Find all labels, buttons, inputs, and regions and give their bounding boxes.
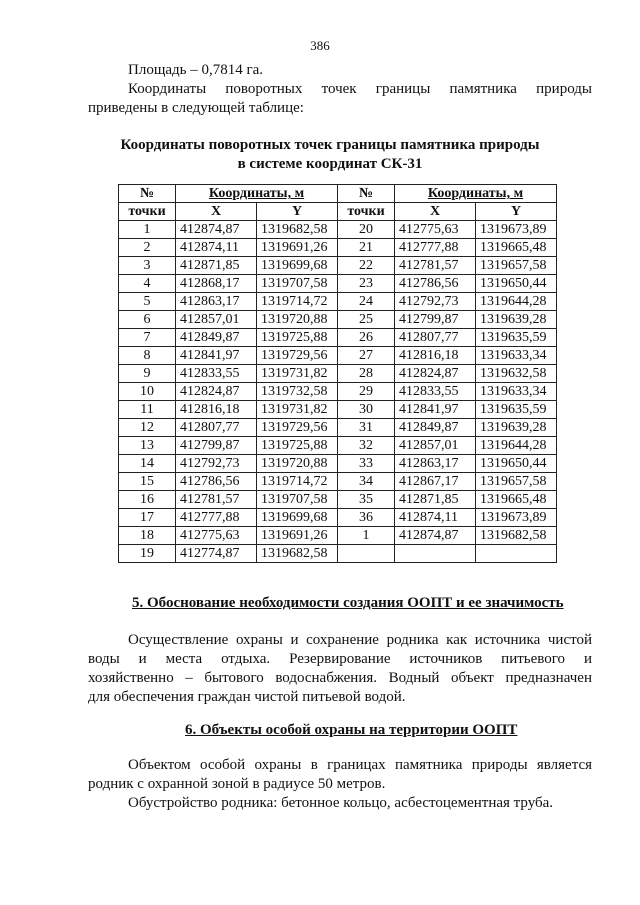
- y-value: 1319714,72: [257, 473, 338, 491]
- intro-line-2: приведены в следующей таблице:: [88, 100, 304, 116]
- y-value: 1319673,89: [476, 221, 557, 239]
- table-body: [119, 221, 557, 563]
- y-value: 1319732,58: [257, 383, 338, 401]
- point-number: 28: [338, 365, 395, 383]
- x-value: 412824,87: [395, 365, 476, 383]
- point-number: 20: [338, 221, 395, 239]
- table-title-line-2: в системе координат СК-31: [237, 156, 423, 172]
- point-number: 32: [338, 437, 395, 455]
- num-subheader: точки: [119, 203, 176, 221]
- y-value: 1319720,88: [257, 311, 338, 329]
- table-row: [119, 293, 557, 311]
- x-value: 412807,77: [176, 419, 257, 437]
- x-value: 412807,77: [395, 329, 476, 347]
- point-number: 18: [119, 527, 176, 545]
- x-value: 412874,11: [395, 509, 476, 527]
- x-value: 412857,01: [176, 311, 257, 329]
- y-value: 1319650,44: [476, 275, 557, 293]
- x-value: 412833,55: [176, 365, 257, 383]
- num-header: №: [119, 185, 176, 203]
- table-row: [119, 455, 557, 473]
- section-5-line-4: для обеспечения граждан чистой питьевой водой.: [88, 689, 406, 705]
- y-value: 1319665,48: [476, 491, 557, 509]
- point-number: 6: [119, 311, 176, 329]
- x-value: 412816,18: [176, 401, 257, 419]
- table-row: [119, 473, 557, 491]
- point-number: 7: [119, 329, 176, 347]
- y-header: Y: [257, 203, 338, 221]
- point-number: 19: [119, 545, 176, 563]
- y-value: 1319635,59: [476, 329, 557, 347]
- intro-line-1: Координаты поворотных точек границы памятника природы: [128, 81, 592, 97]
- table-row: [119, 437, 557, 455]
- x-value: 412777,88: [395, 239, 476, 257]
- point-number: 24: [338, 293, 395, 311]
- y-header: Y: [476, 203, 557, 221]
- page-number: 386: [310, 38, 330, 53]
- x-value: 412863,17: [176, 293, 257, 311]
- section-5-line-3: хозяйственно – бытового водоснабжения. Водный объект предназначен: [88, 670, 592, 686]
- point-number: 35: [338, 491, 395, 509]
- y-value: 1319725,88: [257, 437, 338, 455]
- table-row: [119, 419, 557, 437]
- table-row: [119, 275, 557, 293]
- table-row: [119, 347, 557, 365]
- y-value: 1319699,68: [257, 257, 338, 275]
- point-number: 29: [338, 383, 395, 401]
- y-value: 1319633,34: [476, 383, 557, 401]
- table-subheader-row: [119, 203, 557, 221]
- x-value: 412799,87: [395, 311, 476, 329]
- y-value: 1319699,68: [257, 509, 338, 527]
- x-value: 412849,87: [395, 419, 476, 437]
- table-row: [119, 401, 557, 419]
- point-number: 17: [119, 509, 176, 527]
- y-value: 1319682,58: [257, 545, 338, 563]
- table-row: [119, 545, 557, 563]
- y-value: 1319650,44: [476, 455, 557, 473]
- y-value: [476, 545, 557, 563]
- point-number: 27: [338, 347, 395, 365]
- point-number: 34: [338, 473, 395, 491]
- section-6-line-1: Объектом особой охраны в границах памятника природы является: [128, 757, 592, 773]
- y-value: 1319725,88: [257, 329, 338, 347]
- y-value: 1319632,58: [476, 365, 557, 383]
- y-value: 1319691,26: [257, 527, 338, 545]
- x-header: X: [176, 203, 257, 221]
- y-value: 1319707,58: [257, 491, 338, 509]
- y-value: 1319665,48: [476, 239, 557, 257]
- table-row: [119, 221, 557, 239]
- point-number: 4: [119, 275, 176, 293]
- y-value: 1319657,58: [476, 257, 557, 275]
- point-number: 22: [338, 257, 395, 275]
- coords-header: Координаты, м: [395, 185, 557, 203]
- y-value: 1319731,82: [257, 401, 338, 419]
- area-text: Площадь – 0,7814 га.: [128, 62, 264, 78]
- y-value: 1319729,56: [257, 347, 338, 365]
- x-value: 412816,18: [395, 347, 476, 365]
- x-value: 412775,63: [176, 527, 257, 545]
- x-value: 412867,17: [395, 473, 476, 491]
- point-number: 25: [338, 311, 395, 329]
- point-number: 26: [338, 329, 395, 347]
- table-row: [119, 509, 557, 527]
- x-value: 412857,01: [395, 437, 476, 455]
- x-value: 412781,57: [395, 257, 476, 275]
- x-value: 412833,55: [395, 383, 476, 401]
- x-value: 412792,73: [176, 455, 257, 473]
- x-value: 412849,87: [176, 329, 257, 347]
- point-number: 30: [338, 401, 395, 419]
- point-number: 15: [119, 473, 176, 491]
- y-value: 1319673,89: [476, 509, 557, 527]
- table-header-row: [119, 185, 557, 203]
- table-row: [119, 491, 557, 509]
- section-6-line-2: родник с охранной зоной в радиусе 50 метров.: [88, 776, 386, 792]
- point-number: 12: [119, 419, 176, 437]
- section-6-line-3: Обустройство родника: бетонное кольцо, асбестоцементная труба.: [128, 795, 554, 811]
- x-value: 412786,56: [395, 275, 476, 293]
- y-value: 1319657,58: [476, 473, 557, 491]
- point-number: 13: [119, 437, 176, 455]
- x-value: 412792,73: [395, 293, 476, 311]
- point-number: 2: [119, 239, 176, 257]
- x-value: 412874,11: [176, 239, 257, 257]
- point-number: 23: [338, 275, 395, 293]
- point-number: 5: [119, 293, 176, 311]
- x-value: 412774,87: [176, 545, 257, 563]
- y-value: 1319644,28: [476, 437, 557, 455]
- y-value: 1319633,34: [476, 347, 557, 365]
- point-number: 21: [338, 239, 395, 257]
- y-value: 1319639,28: [476, 419, 557, 437]
- section-5-line-1: Осуществление охраны и сохранение родника как источника чистой: [128, 632, 592, 648]
- y-value: 1319639,28: [476, 311, 557, 329]
- y-value: 1319644,28: [476, 293, 557, 311]
- x-value: 412841,97: [176, 347, 257, 365]
- x-value: 412871,85: [176, 257, 257, 275]
- section-5-line-2: воды и места отдыха. Резервирование источников питьевого и: [88, 651, 592, 667]
- point-number: 3: [119, 257, 176, 275]
- y-value: 1319729,56: [257, 419, 338, 437]
- y-value: 1319714,72: [257, 293, 338, 311]
- num-subheader: точки: [338, 203, 395, 221]
- point-number: 8: [119, 347, 176, 365]
- table-row: [119, 257, 557, 275]
- x-value: 412824,87: [176, 383, 257, 401]
- table-row: [119, 383, 557, 401]
- x-value: 412871,85: [395, 491, 476, 509]
- point-number: 14: [119, 455, 176, 473]
- x-value: 412799,87: [176, 437, 257, 455]
- point-number: 33: [338, 455, 395, 473]
- coords-header: Координаты, м: [176, 185, 338, 203]
- x-value: 412781,57: [176, 491, 257, 509]
- point-number: 11: [119, 401, 176, 419]
- coordinates-table: [118, 184, 557, 563]
- y-value: 1319682,58: [476, 527, 557, 545]
- point-number: 1: [119, 221, 176, 239]
- y-value: 1319720,88: [257, 455, 338, 473]
- table-title-line-1: Координаты поворотных точек границы памятника природы: [120, 137, 540, 153]
- table-row: [119, 329, 557, 347]
- point-number: 36: [338, 509, 395, 527]
- point-number: 16: [119, 491, 176, 509]
- x-value: 412777,88: [176, 509, 257, 527]
- point-number: [338, 545, 395, 563]
- y-value: 1319691,26: [257, 239, 338, 257]
- x-value: 412841,97: [395, 401, 476, 419]
- point-number: 9: [119, 365, 176, 383]
- x-value: 412775,63: [395, 221, 476, 239]
- y-value: 1319731,82: [257, 365, 338, 383]
- table-row: [119, 365, 557, 383]
- x-value: 412863,17: [395, 455, 476, 473]
- y-value: 1319707,58: [257, 275, 338, 293]
- num-header: №: [338, 185, 395, 203]
- y-value: 1319635,59: [476, 401, 557, 419]
- x-value: [395, 545, 476, 563]
- point-number: 31: [338, 419, 395, 437]
- x-header: X: [395, 203, 476, 221]
- x-value: 412874,87: [395, 527, 476, 545]
- x-value: 412874,87: [176, 221, 257, 239]
- x-value: 412786,56: [176, 473, 257, 491]
- point-number: 1: [338, 527, 395, 545]
- y-value: 1319682,58: [257, 221, 338, 239]
- section-5-heading: 5. Обоснование необходимости создания ООПТ и ее значимость: [132, 595, 564, 611]
- table-row: [119, 311, 557, 329]
- section-6-heading: 6. Объекты особой охраны на территории ООПТ: [185, 722, 518, 738]
- table-row: [119, 239, 557, 257]
- point-number: 10: [119, 383, 176, 401]
- table-row: [119, 527, 557, 545]
- x-value: 412868,17: [176, 275, 257, 293]
